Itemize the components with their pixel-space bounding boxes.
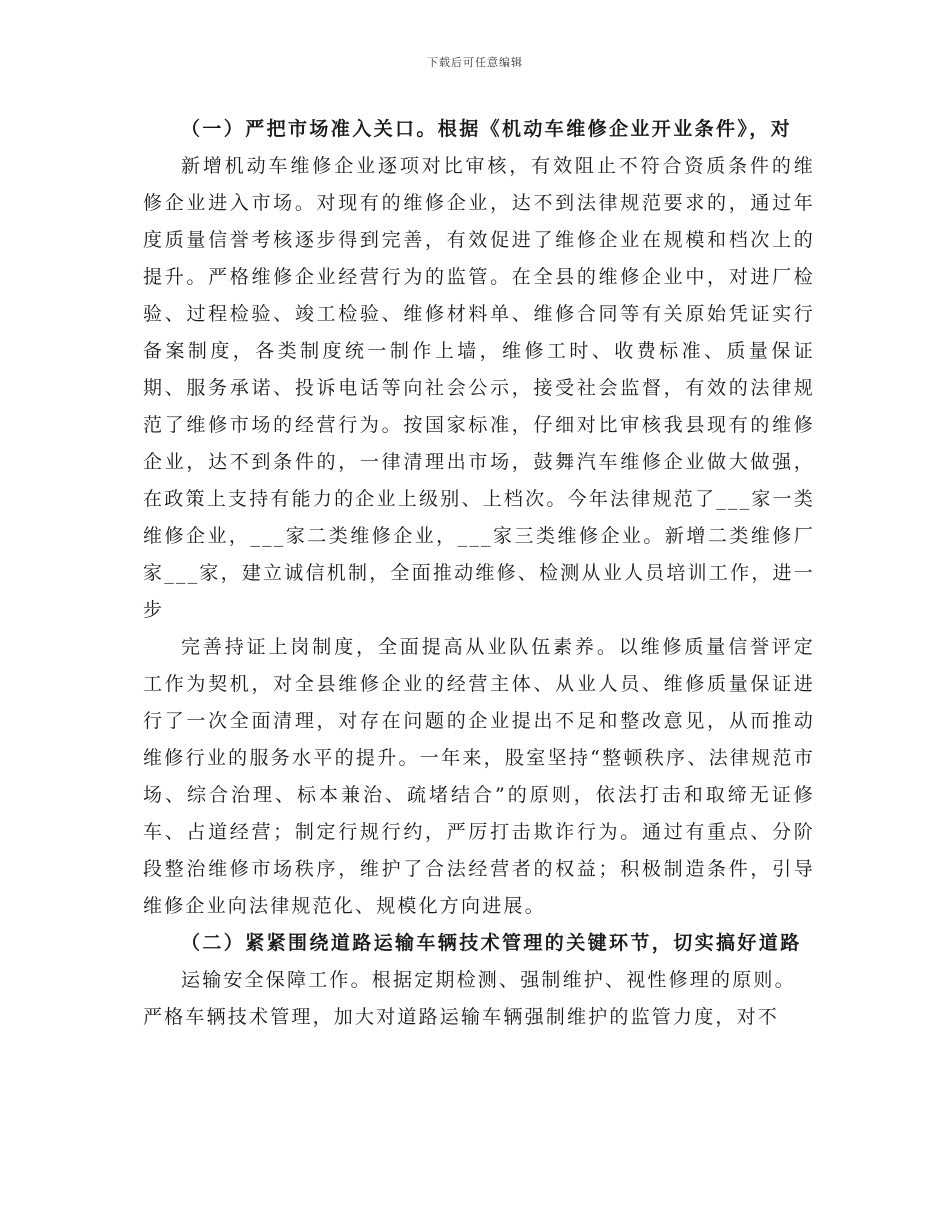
section-heading-2: （二）紧紧围绕道路运输车辆技术管理的关键环节，切实搞好道路 bbox=[181, 932, 802, 954]
page-header: 下载后可任意编辑 bbox=[427, 56, 523, 69]
body-paragraph-4: 严格车辆技术管理，加大对道路运输车辆强制维护的监管力度，对不 bbox=[143, 1006, 780, 1028]
document-body bbox=[143, 111, 815, 1036]
section-heading-1: （一）严把市场准入关口。根据《机动车维修企业开业条件》，对 bbox=[181, 118, 793, 140]
body-paragraph-1: 新增机动车维修企业逐项对比审核，有效阻止不符合资质条件的维修企业进入市场。对现有的维修企业，达不到法律规范要求的，通过年度质量信誉考核逐步得到完善，有效促进了维修企业在规模和档次上的提升。严格维修企业经营行为的监管。在全县的维修企业中，对进厂检验、过程检验、竣工检验、维修材料单、维修合同等有关原始凭证实行备案制度，各类制度统一制作上墙，维修工时、收费标准、质量保证期、服务承诺、投诉电话等向社会公示，接受社会监督，有效的法律规范了维修市场的经营行为。按国家标准，仔细对比审核我县现有的维修企业，达不到条件的，一律清理出市场，鼓舞汽车维修企业做大做强，在政策上支持有能力的企业上级别、上档次。今年法律规范了___家一类维修企业，___家二类维修企业，___家三类维修企业。新增二类维修厂家___家，建立诚信机制，全面推动维修、检测从业人员培训工作，进一步 bbox=[143, 155, 815, 621]
body-paragraph-2: 完善持证上岗制度，全面提高从业队伍素养。以维修质量信誉评定工作为契机，对全县维修企业的经营主体、从业人员、维修质量保证进行了一次全面清理，对存在问题的企业提出不足和整改意见，从而推动维修行业的服务水平的提升。一年来，股室坚持“整顿秩序、法律规范市场、综合治理、标本兼治、疏堵结合”的原则，依法打击和取缔无证修车、占道经营；制定行规行约，严厉打击欺诈行为。通过有重点、分阶段整治维修市场秩序，维护了合法经营者的权益；积极制造条件，引导维修企业向法律规范化、规模化方向进展。 bbox=[143, 636, 815, 917]
body-paragraph-3: 运输安全保障工作。根据定期检测、强制维护、视性修理的原则。 bbox=[181, 969, 796, 991]
